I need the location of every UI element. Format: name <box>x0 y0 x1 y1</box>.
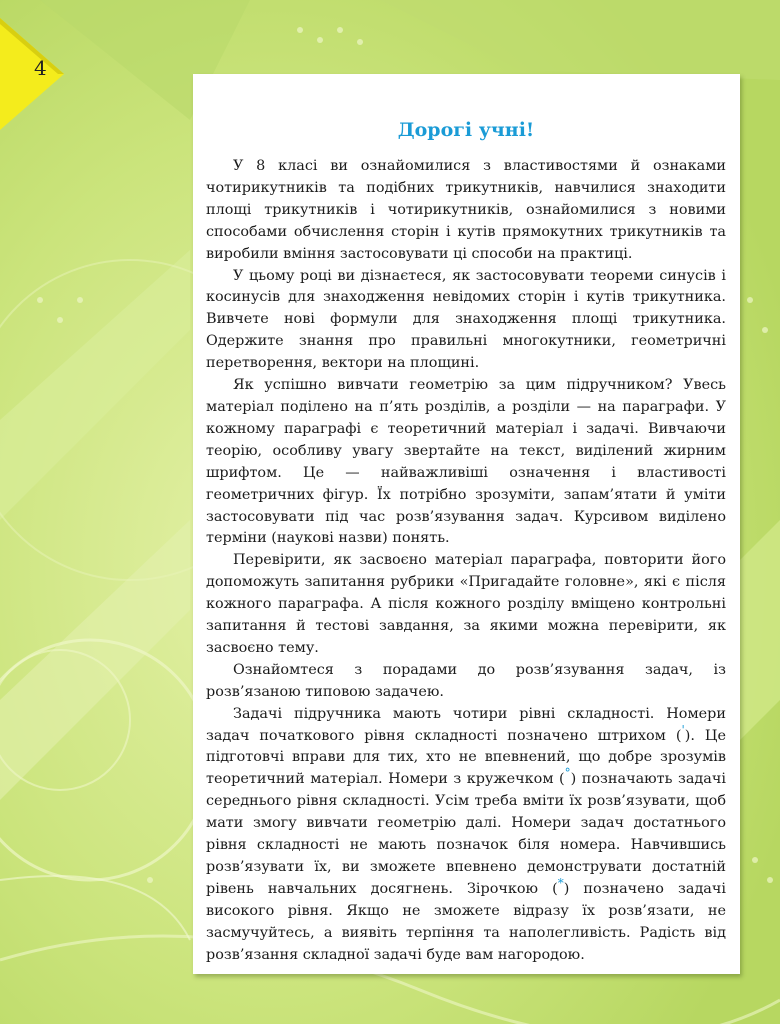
star-mark-icon: * <box>557 876 564 891</box>
paragraph-text: ) позначають задачі середнього рівня складності. Усім треба вміти їх розв’язувати, щоб мати змогу вивчати геометрію далі. Номери задач достатнього рівня складності не мають позначок біля номера. Навчившись розв’язувати їх, ви зможете впевнено демонструвати достатній рівень навчальних досягнень. Зірочкою ( <box>206 771 726 897</box>
paragraph: Ознайомтеся з порадами до розв’язування задач, із розв’язаною типовою задачею. <box>206 661 726 700</box>
paragraph-text: ) позначено задачі високого рівня. Якщо не зможете відразу їх розв’язати, не засмучуйтесь, а виявіть терпіння та наполегливість. Радість від розв’язання складної задачі буде вам нагородою. <box>206 880 726 963</box>
stroke-mark-icon: ' <box>681 722 685 737</box>
content-card <box>193 74 740 974</box>
paragraph: У 8 класі ви ознайомилися з властивостями й ознаками чотирикутників та подібних трикутників, навчилися знаходити площі трикутників і чотирикутників, ознайомилися з новими способами обчислення сторін і кутів прямокутних трикутників та виробили вміння застосовувати ці способи на практиці. <box>206 158 726 262</box>
page-number: 4 <box>34 56 47 80</box>
page-title: Дорогі учні! <box>397 119 535 141</box>
paragraph: Перевірити, як засвоєно матеріал параграфа, повторити його допоможуть запитання рубрики «Пригадайте головне», які є після кожного параграфа. А після кожного розділу вміщено контрольні запитання й тестові завдання, за якими можна перевірити, як засвоєно тему. <box>206 552 726 656</box>
paragraph-text: Задачі підручника мають чотири рівні складності. Номери задач початкового рівня складності позначено штрихом ( <box>206 705 726 744</box>
paragraph: У цьому році ви дізнаєтеся, як застосовувати теореми синусів і косинусів для знаходження невідомих сторін і кутів трикутника. Вивчете нові формули для знаходження площі трикутника. Одержите знання про правильні многокутники, геометричні перетворення, вектори на площині. <box>206 267 726 372</box>
circle-mark-icon: ° <box>564 766 571 781</box>
paragraph: Як успішно вивчати геометрію за цим підручником? Увесь матеріал поділено на п’ять розділів, а розділи — на параграфи. У кожному параграфі є теоретичний матеріал і задачі. Вивчаючи теорію, особливу увагу звертайте на текст, виділений жирним шрифтом. Це — найважливіші означення і властивості геометричних фігур. Їх потрібно зрозуміти, запам’ятати й уміти застосовувати під час розв’язування задач. Курсивом виділено терміни (наукові назви) понять. <box>206 377 726 547</box>
paragraph-text: ). Це підготовчі вправи для тих, хто не впевнений, що добре зрозумів теоретичний матеріал. Номери з кружечком ( <box>206 727 726 788</box>
difficulty-paragraph <box>206 704 726 967</box>
